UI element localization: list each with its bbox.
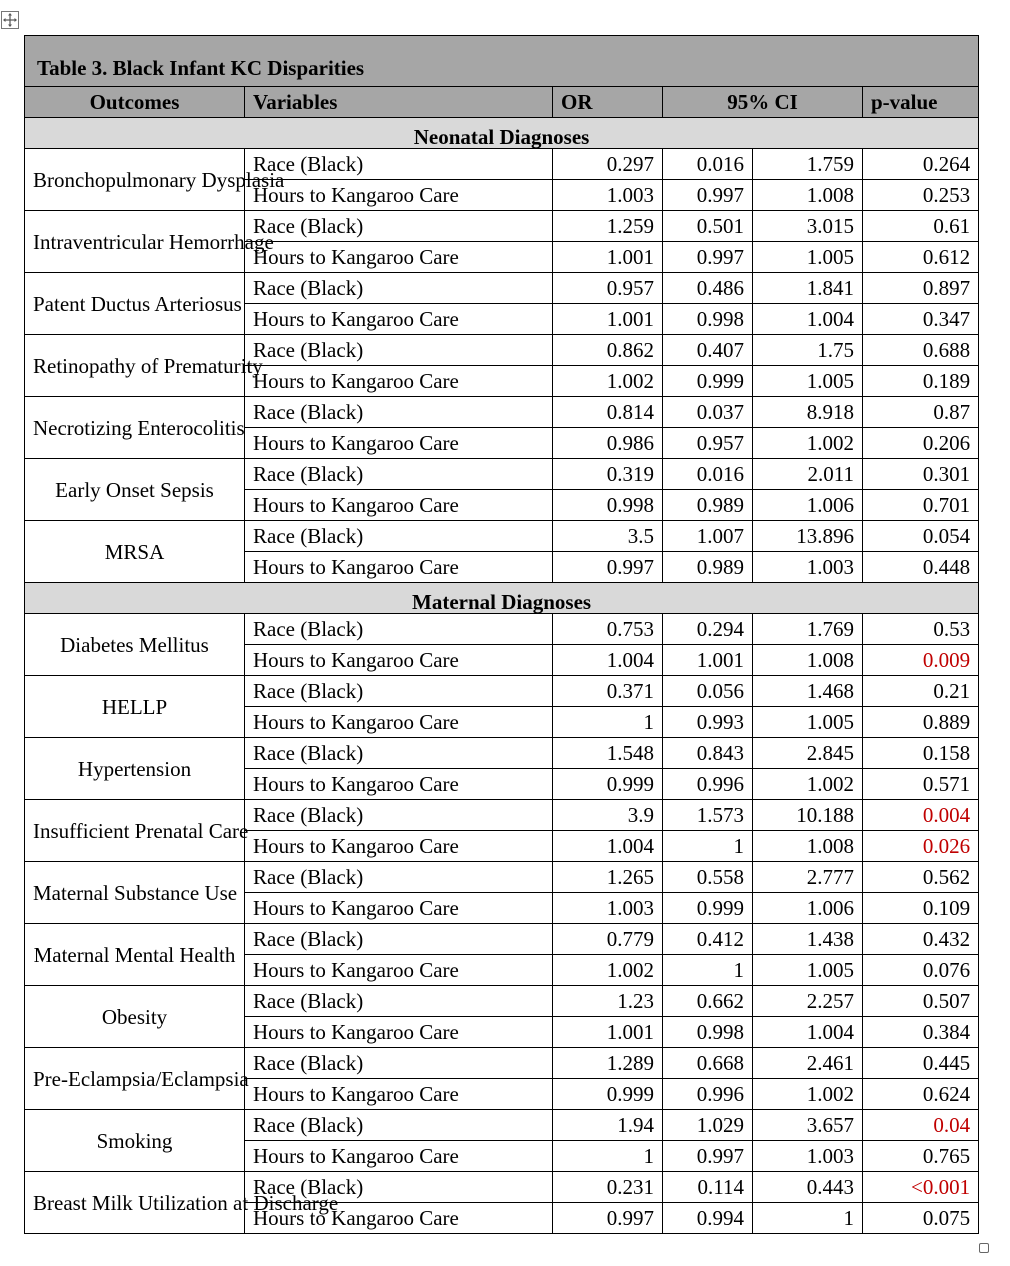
p-value-cell: <0.001 [863, 1172, 979, 1203]
table-title: Table 3. Black Infant KC Disparities [25, 36, 979, 87]
header-or: OR [553, 87, 663, 118]
or-cell: 1.001 [553, 304, 663, 335]
or-cell: 1 [553, 707, 663, 738]
ci-low-cell: 0.994 [663, 1203, 753, 1234]
or-cell: 1.003 [553, 180, 663, 211]
header-ci: 95% CI [663, 87, 863, 118]
p-value-cell: 0.009 [863, 645, 979, 676]
ci-high-cell: 1.005 [753, 366, 863, 397]
variable-cell: Hours to Kangaroo Care [245, 304, 553, 335]
p-value-cell: 0.301 [863, 459, 979, 490]
ci-high-cell: 1.769 [753, 614, 863, 645]
or-cell: 1.001 [553, 242, 663, 273]
p-value-cell: 0.562 [863, 862, 979, 893]
ci-low-cell: 0.996 [663, 1079, 753, 1110]
ci-low-cell: 1 [663, 955, 753, 986]
p-value-cell: 0.075 [863, 1203, 979, 1234]
ci-high-cell: 1.003 [753, 552, 863, 583]
ci-high-cell: 1.841 [753, 273, 863, 304]
ci-high-cell: 1.004 [753, 304, 863, 335]
p-value-cell: 0.189 [863, 366, 979, 397]
variable-cell: Race (Black) [245, 924, 553, 955]
ci-high-cell: 1.008 [753, 645, 863, 676]
outcome-cell: Necrotizing Enterocolitis [25, 397, 245, 459]
p-value-cell: 0.701 [863, 490, 979, 521]
or-cell: 0.997 [553, 1203, 663, 1234]
ci-low-cell: 1.029 [663, 1110, 753, 1141]
table-row [25, 273, 979, 304]
variable-cell: Hours to Kangaroo Care [245, 366, 553, 397]
or-cell: 0.999 [553, 769, 663, 800]
or-cell: 1.004 [553, 645, 663, 676]
ci-high-cell: 1.003 [753, 1141, 863, 1172]
p-value-cell: 0.026 [863, 831, 979, 862]
outcome-cell: HELLP [25, 676, 245, 738]
outcome-cell: MRSA [25, 521, 245, 583]
ci-high-cell: 0.443 [753, 1172, 863, 1203]
or-cell: 1.265 [553, 862, 663, 893]
ci-low-cell: 0.998 [663, 1017, 753, 1048]
ci-high-cell: 1.006 [753, 490, 863, 521]
ci-low-cell: 0.996 [663, 769, 753, 800]
table-row [25, 1110, 979, 1141]
p-value-cell: 0.448 [863, 552, 979, 583]
or-cell: 1.23 [553, 986, 663, 1017]
table-title-row [25, 36, 979, 87]
ci-high-cell: 1.75 [753, 335, 863, 366]
ci-high-cell: 1.002 [753, 428, 863, 459]
ci-high-cell: 1.005 [753, 707, 863, 738]
p-value-cell: 0.445 [863, 1048, 979, 1079]
or-cell: 0.231 [553, 1172, 663, 1203]
table-row [25, 676, 979, 707]
p-value-cell: 0.53 [863, 614, 979, 645]
variable-cell: Race (Black) [245, 614, 553, 645]
variable-cell: Race (Black) [245, 397, 553, 428]
ci-low-cell: 0.997 [663, 1141, 753, 1172]
ci-high-cell: 2.257 [753, 986, 863, 1017]
header-variables: Variables [245, 87, 553, 118]
variable-cell: Race (Black) [245, 1172, 553, 1203]
ci-low-cell: 0.407 [663, 335, 753, 366]
section-row [25, 118, 979, 149]
header-p-value: p-value [863, 87, 979, 118]
table-row [25, 1172, 979, 1203]
variable-cell: Hours to Kangaroo Care [245, 552, 553, 583]
or-cell: 3.5 [553, 521, 663, 552]
section-title: Neonatal Diagnoses [25, 118, 979, 149]
variable-cell: Race (Black) [245, 862, 553, 893]
ci-high-cell: 2.777 [753, 862, 863, 893]
or-cell: 0.957 [553, 273, 663, 304]
variable-cell: Hours to Kangaroo Care [245, 1141, 553, 1172]
p-value-cell: 0.889 [863, 707, 979, 738]
ci-low-cell: 0.662 [663, 986, 753, 1017]
p-value-cell: 0.612 [863, 242, 979, 273]
p-value-cell: 0.076 [863, 955, 979, 986]
variable-cell: Race (Black) [245, 1048, 553, 1079]
or-cell: 0.998 [553, 490, 663, 521]
p-value-cell: 0.004 [863, 800, 979, 831]
variable-cell: Hours to Kangaroo Care [245, 490, 553, 521]
ci-low-cell: 0.294 [663, 614, 753, 645]
ci-low-cell: 1 [663, 831, 753, 862]
p-value-cell: 0.87 [863, 397, 979, 428]
ci-low-cell: 0.957 [663, 428, 753, 459]
or-cell: 0.371 [553, 676, 663, 707]
variable-cell: Race (Black) [245, 149, 553, 180]
or-cell: 0.986 [553, 428, 663, 459]
ci-high-cell: 13.896 [753, 521, 863, 552]
variable-cell: Race (Black) [245, 521, 553, 552]
variable-cell: Hours to Kangaroo Care [245, 769, 553, 800]
ci-low-cell: 0.037 [663, 397, 753, 428]
ci-low-cell: 0.056 [663, 676, 753, 707]
variable-cell: Race (Black) [245, 273, 553, 304]
ci-high-cell: 1.005 [753, 242, 863, 273]
or-cell: 1.548 [553, 738, 663, 769]
outcome-cell: Retinopathy of Prematurity [25, 335, 245, 397]
variable-cell: Race (Black) [245, 676, 553, 707]
p-value-cell: 0.206 [863, 428, 979, 459]
ci-high-cell: 1 [753, 1203, 863, 1234]
outcome-cell: Breast Milk Utilization at Discharge [25, 1172, 245, 1234]
table-row [25, 924, 979, 955]
variable-cell: Hours to Kangaroo Care [245, 645, 553, 676]
ci-low-cell: 1.573 [663, 800, 753, 831]
ci-low-cell: 0.993 [663, 707, 753, 738]
or-cell: 1.002 [553, 955, 663, 986]
ci-low-cell: 1.001 [663, 645, 753, 676]
or-cell: 1.289 [553, 1048, 663, 1079]
variable-cell: Race (Black) [245, 1110, 553, 1141]
ci-low-cell: 0.989 [663, 490, 753, 521]
ci-low-cell: 0.989 [663, 552, 753, 583]
ci-low-cell: 0.412 [663, 924, 753, 955]
outcome-cell: Diabetes Mellitus [25, 614, 245, 676]
or-cell: 1 [553, 1141, 663, 1172]
ci-low-cell: 0.997 [663, 180, 753, 211]
header-outcomes: Outcomes [25, 87, 245, 118]
p-value-cell: 0.264 [863, 149, 979, 180]
outcome-cell: Intraventricular Hemorrhage [25, 211, 245, 273]
table-row [25, 149, 979, 180]
ci-low-cell: 0.016 [663, 459, 753, 490]
p-value-cell: 0.688 [863, 335, 979, 366]
p-value-cell: 0.21 [863, 676, 979, 707]
outcome-cell: Patent Ductus Arteriosus [25, 273, 245, 335]
p-value-cell: 0.765 [863, 1141, 979, 1172]
ci-low-cell: 0.843 [663, 738, 753, 769]
variable-cell: Race (Black) [245, 986, 553, 1017]
ci-low-cell: 0.114 [663, 1172, 753, 1203]
table-row [25, 521, 979, 552]
or-cell: 0.297 [553, 149, 663, 180]
ci-high-cell: 1.468 [753, 676, 863, 707]
or-cell: 1.94 [553, 1110, 663, 1141]
p-value-cell: 0.054 [863, 521, 979, 552]
or-cell: 0.999 [553, 1079, 663, 1110]
ci-low-cell: 0.997 [663, 242, 753, 273]
section-title: Maternal Diagnoses [25, 583, 979, 614]
ci-high-cell: 8.918 [753, 397, 863, 428]
or-cell: 1.003 [553, 893, 663, 924]
move-arrows-icon[interactable] [1, 11, 19, 29]
or-cell: 0.319 [553, 459, 663, 490]
ci-low-cell: 0.668 [663, 1048, 753, 1079]
ci-high-cell: 1.004 [753, 1017, 863, 1048]
ci-low-cell: 0.016 [663, 149, 753, 180]
ci-high-cell: 1.008 [753, 180, 863, 211]
table-row [25, 862, 979, 893]
ci-low-cell: 0.558 [663, 862, 753, 893]
variable-cell: Race (Black) [245, 211, 553, 242]
ci-high-cell: 1.002 [753, 1079, 863, 1110]
p-value-cell: 0.61 [863, 211, 979, 242]
variable-cell: Hours to Kangaroo Care [245, 1079, 553, 1110]
ci-high-cell: 1.008 [753, 831, 863, 862]
or-cell: 1.001 [553, 1017, 663, 1048]
p-value-cell: 0.253 [863, 180, 979, 211]
or-cell: 1.002 [553, 366, 663, 397]
table-row [25, 397, 979, 428]
ci-high-cell: 3.015 [753, 211, 863, 242]
outcome-cell: Early Onset Sepsis [25, 459, 245, 521]
or-cell: 0.862 [553, 335, 663, 366]
variable-cell: Hours to Kangaroo Care [245, 831, 553, 862]
outcome-cell: Hypertension [25, 738, 245, 800]
ci-low-cell: 1.007 [663, 521, 753, 552]
or-cell: 3.9 [553, 800, 663, 831]
variable-cell: Hours to Kangaroo Care [245, 242, 553, 273]
or-cell: 1.004 [553, 831, 663, 862]
table-row [25, 1048, 979, 1079]
outcome-cell: Bronchopulmonary Dysplasia [25, 149, 245, 211]
or-cell: 1.259 [553, 211, 663, 242]
variable-cell: Hours to Kangaroo Care [245, 707, 553, 738]
variable-cell: Hours to Kangaroo Care [245, 955, 553, 986]
outcome-cell: Maternal Mental Health [25, 924, 245, 986]
variable-cell: Race (Black) [245, 335, 553, 366]
variable-cell: Hours to Kangaroo Care [245, 1203, 553, 1234]
ci-low-cell: 0.486 [663, 273, 753, 304]
or-cell: 0.814 [553, 397, 663, 428]
ci-high-cell: 1.759 [753, 149, 863, 180]
p-value-cell: 0.347 [863, 304, 979, 335]
ci-high-cell: 1.005 [753, 955, 863, 986]
p-value-cell: 0.897 [863, 273, 979, 304]
outcome-cell: Insufficient Prenatal Care [25, 800, 245, 862]
ci-high-cell: 10.188 [753, 800, 863, 831]
variable-cell: Hours to Kangaroo Care [245, 180, 553, 211]
table-row [25, 335, 979, 366]
or-cell: 0.779 [553, 924, 663, 955]
table-row [25, 459, 979, 490]
section-row [25, 583, 979, 614]
or-cell: 0.997 [553, 552, 663, 583]
p-value-cell: 0.624 [863, 1079, 979, 1110]
variable-cell: Hours to Kangaroo Care [245, 893, 553, 924]
p-value-cell: 0.109 [863, 893, 979, 924]
ci-low-cell: 0.501 [663, 211, 753, 242]
variable-cell: Race (Black) [245, 800, 553, 831]
outcome-cell: Obesity [25, 986, 245, 1048]
table-header-row [25, 87, 979, 118]
outcome-cell: Pre-Eclampsia/Eclampsia [25, 1048, 245, 1110]
ci-low-cell: 0.998 [663, 304, 753, 335]
table-row [25, 986, 979, 1017]
ci-high-cell: 3.657 [753, 1110, 863, 1141]
p-value-cell: 0.507 [863, 986, 979, 1017]
table-body [25, 36, 979, 1234]
table-row [25, 211, 979, 242]
variable-cell: Hours to Kangaroo Care [245, 1017, 553, 1048]
resize-square-icon[interactable] [979, 1243, 989, 1253]
outcome-cell: Maternal Substance Use [25, 862, 245, 924]
disparities-table [24, 35, 979, 1234]
ci-high-cell: 1.006 [753, 893, 863, 924]
ci-high-cell: 2.461 [753, 1048, 863, 1079]
variable-cell: Race (Black) [245, 738, 553, 769]
or-cell: 0.753 [553, 614, 663, 645]
p-value-cell: 0.571 [863, 769, 979, 800]
table-row [25, 738, 979, 769]
p-value-cell: 0.04 [863, 1110, 979, 1141]
ci-high-cell: 1.438 [753, 924, 863, 955]
variable-cell: Race (Black) [245, 459, 553, 490]
ci-low-cell: 0.999 [663, 366, 753, 397]
ci-high-cell: 1.002 [753, 769, 863, 800]
ci-high-cell: 2.845 [753, 738, 863, 769]
table-row [25, 614, 979, 645]
variable-cell: Hours to Kangaroo Care [245, 428, 553, 459]
ci-high-cell: 2.011 [753, 459, 863, 490]
ci-low-cell: 0.999 [663, 893, 753, 924]
p-value-cell: 0.384 [863, 1017, 979, 1048]
p-value-cell: 0.432 [863, 924, 979, 955]
table-row [25, 800, 979, 831]
outcome-cell: Smoking [25, 1110, 245, 1172]
p-value-cell: 0.158 [863, 738, 979, 769]
